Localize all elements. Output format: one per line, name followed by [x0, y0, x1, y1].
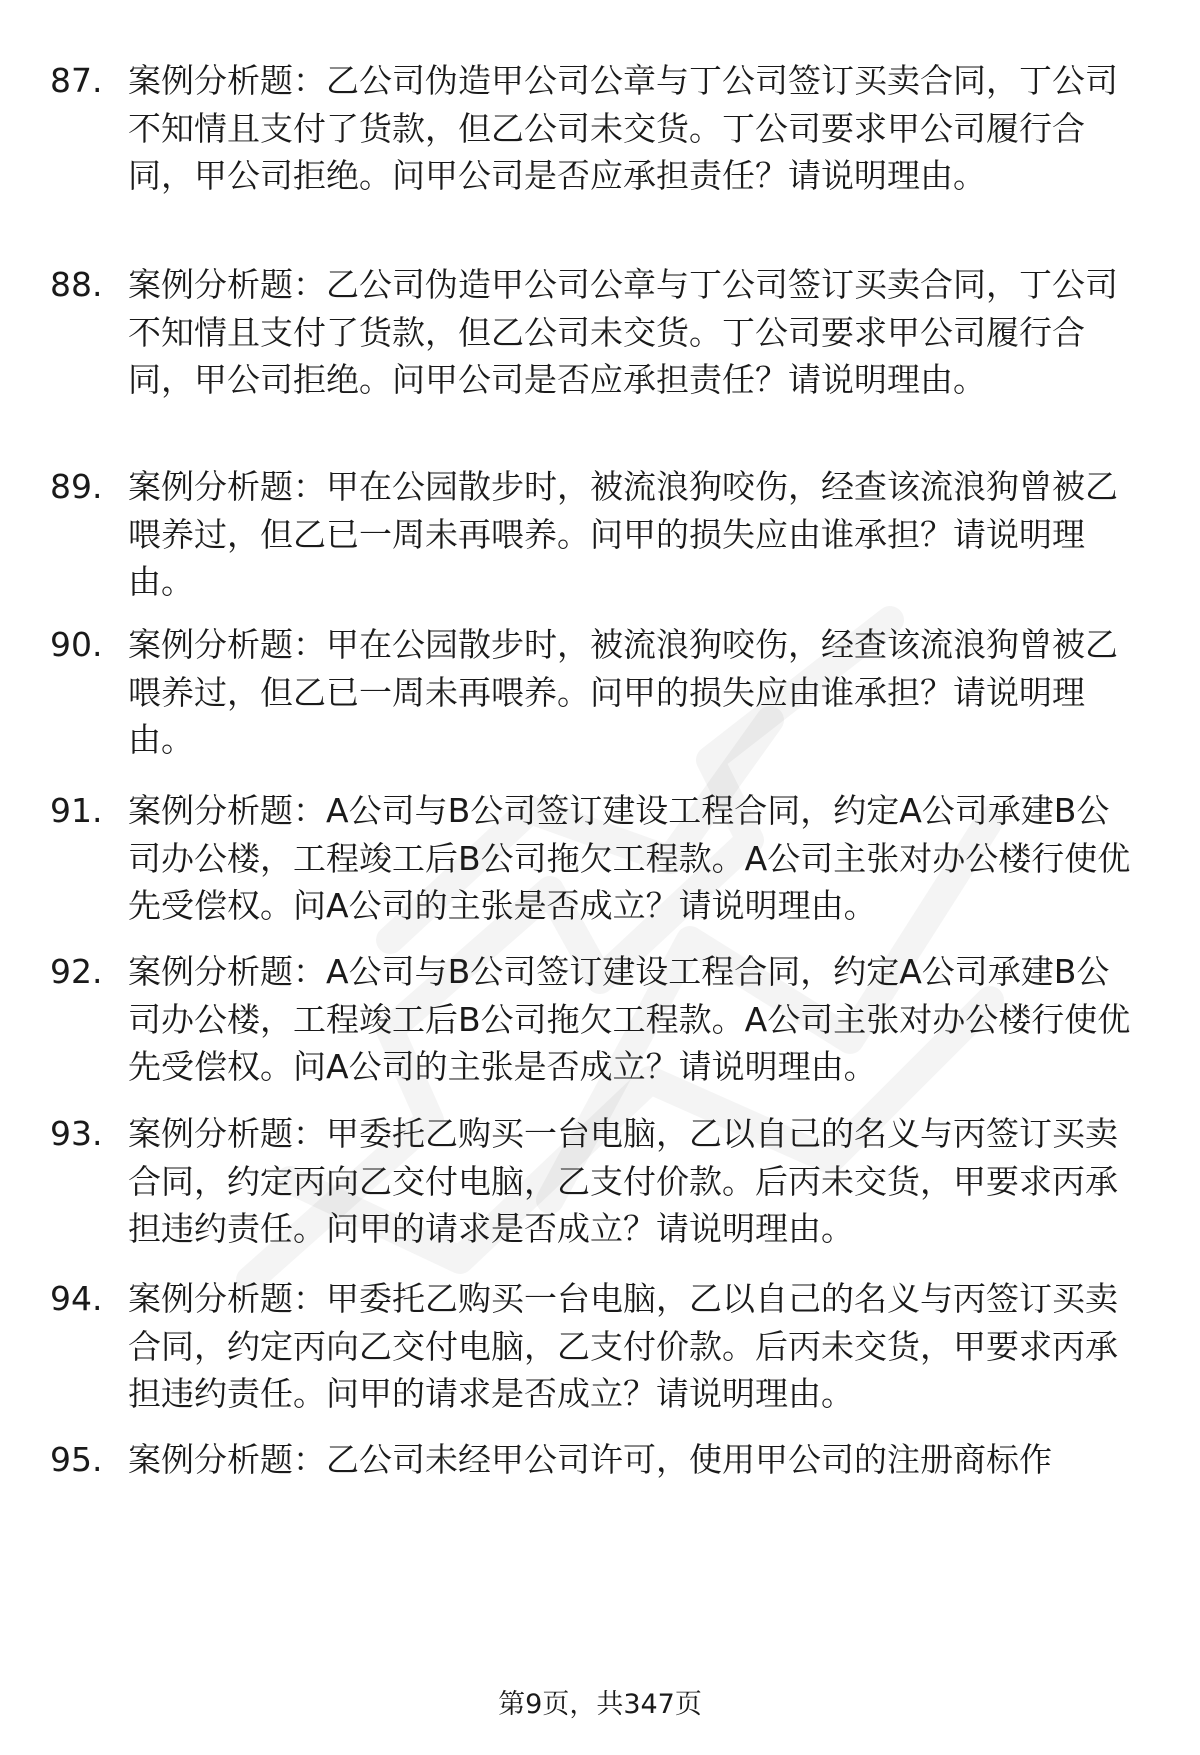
question-item	[50, 948, 1140, 1091]
question-item	[50, 57, 1140, 200]
question-item	[50, 1436, 1140, 1484]
question-number: 88.	[50, 265, 103, 304]
question-item	[50, 621, 1140, 764]
question-text: 案例分析题：乙公司未经甲公司许可，使用甲公司的注册商标作	[128, 1440, 1052, 1479]
question-text: 案例分析题：A公司与B公司签订建设工程合同，约定A公司承建B公司办公楼，工程竣工后B公司拖欠工程款。A公司主张对办公楼行使优先受偿权。问A公司的主张是否成立？请说明理由。	[128, 952, 1131, 1086]
question-text: 案例分析题：甲委托乙购买一台电脑，乙以自己的名义与丙签订买卖合同，约定丙向乙交付电脑，乙支付价款。后丙未交货，甲要求丙承担违约责任。问甲的请求是否成立？请说明理由。	[128, 1114, 1118, 1248]
question-item	[50, 463, 1140, 606]
question-item	[50, 1275, 1140, 1418]
question-number: 91.	[50, 791, 103, 830]
question-item	[50, 787, 1140, 930]
question-number: 92.	[50, 952, 103, 991]
question-text: 案例分析题：乙公司伪造甲公司公章与丁公司签订买卖合同，丁公司不知情且支付了货款，但乙公司未交货。丁公司要求甲公司履行合同，甲公司拒绝。问甲公司是否应承担责任？请说明理由。	[128, 265, 1118, 399]
question-number: 93.	[50, 1114, 103, 1153]
question-number: 87.	[50, 61, 103, 100]
question-number: 90.	[50, 625, 103, 664]
question-text: 案例分析题：乙公司伪造甲公司公章与丁公司签订买卖合同，丁公司不知情且支付了货款，但乙公司未交货。丁公司要求甲公司履行合同，甲公司拒绝。问甲公司是否应承担责任？请说明理由。	[128, 61, 1118, 195]
question-text: 案例分析题：A公司与B公司签订建设工程合同，约定A公司承建B公司办公楼，工程竣工后B公司拖欠工程款。A公司主张对办公楼行使优先受偿权。问A公司的主张是否成立？请说明理由。	[128, 791, 1131, 925]
question-number: 94.	[50, 1279, 103, 1318]
question-text: 案例分析题：甲在公园散步时，被流浪狗咬伤，经查该流浪狗曾被乙喂养过，但乙已一周未再喂养。问甲的损失应由谁承担？请说明理由。	[128, 625, 1118, 759]
question-text: 案例分析题：甲在公园散步时，被流浪狗咬伤，经查该流浪狗曾被乙喂养过，但乙已一周未再喂养。问甲的损失应由谁承担？请说明理由。	[128, 467, 1118, 601]
question-text: 案例分析题：甲委托乙购买一台电脑，乙以自己的名义与丙签订买卖合同，约定丙向乙交付电脑，乙支付价款。后丙未交货，甲要求丙承担违约责任。问甲的请求是否成立？请说明理由。	[128, 1279, 1118, 1413]
question-number: 89.	[50, 467, 103, 506]
question-item	[50, 261, 1140, 404]
page-footer: 第9页，共347页	[498, 1689, 702, 1720]
question-item	[50, 1110, 1140, 1253]
question-number: 95.	[50, 1440, 103, 1479]
